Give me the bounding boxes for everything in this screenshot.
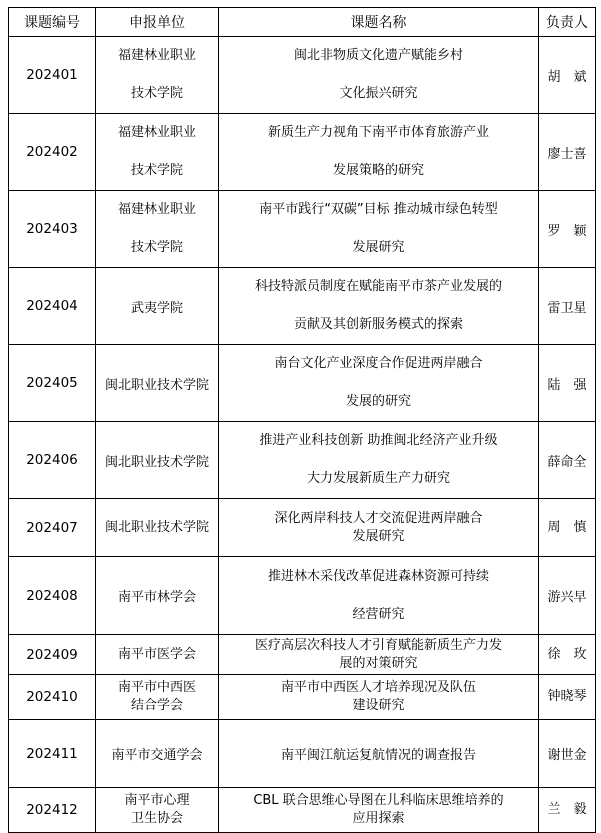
- table-row: [9, 268, 596, 345]
- leader-cell: [539, 345, 596, 422]
- project-code: 202405: [26, 375, 78, 391]
- unit-cell: [96, 422, 219, 499]
- unit-line: 结合学会: [130, 698, 183, 713]
- unit-cell: [96, 37, 219, 114]
- header-row: [9, 8, 596, 37]
- project-code-cell: [9, 557, 96, 635]
- unit-line: 武夷学院: [130, 300, 183, 316]
- header-code: 课题编号: [9, 8, 96, 37]
- project-code-cell: [9, 422, 96, 499]
- leader-cell: [539, 114, 596, 191]
- unit-cell: [96, 675, 219, 720]
- table-row: [9, 422, 596, 499]
- project-code: 202408: [26, 587, 78, 604]
- project-code: 202404: [26, 298, 78, 314]
- title-cell: [219, 422, 539, 499]
- unit-line: 闽北职业技术学院: [104, 377, 209, 393]
- unit-line: 福建林业职业: [117, 202, 196, 217]
- title-line: 闽北非物质文化遗产赋能乡村: [293, 48, 463, 63]
- leader-name: 廖士喜: [547, 146, 587, 162]
- title-line: 科技特派员制度在赋能南平市茶产业发展的: [254, 279, 502, 294]
- leader-name: 雷卫星: [547, 300, 587, 316]
- title-line: 建设研究: [352, 698, 405, 713]
- title-line: 南平市中西医人才培养现况及队伍: [280, 680, 476, 695]
- title-cell: [219, 675, 539, 720]
- title-cell: [219, 720, 539, 788]
- title-cell: [219, 345, 539, 422]
- unit-line: 闽北职业技术学院: [104, 519, 209, 535]
- project-code-cell: [9, 635, 96, 675]
- project-code-cell: [9, 499, 96, 557]
- title-cell: [219, 557, 539, 635]
- title-line: 应用探索: [352, 811, 405, 826]
- project-code: 202401: [26, 67, 78, 83]
- title-cell: [219, 37, 539, 114]
- title-line: 新质生产力视角下南平市体育旅游产业: [267, 125, 489, 140]
- title-line: 推进产业科技创新 助推闽北经济产业升级: [259, 433, 498, 448]
- unit-line: 技术学院: [130, 240, 183, 255]
- table-row: [9, 499, 596, 557]
- leader-name: 兰 毅: [547, 802, 587, 817]
- project-code: 202409: [26, 646, 78, 663]
- project-code-cell: [9, 720, 96, 788]
- leader-cell: [539, 191, 596, 268]
- leader-name: 胡 斌: [547, 69, 587, 85]
- leader-cell: [539, 557, 596, 635]
- title-line: 南平市践行“双碳”目标 推动城市绿色转型: [259, 202, 498, 217]
- project-code: 202411: [26, 745, 78, 762]
- title-cell: [219, 635, 539, 675]
- title-line: 发展的研究: [345, 394, 411, 409]
- title-cell: [219, 499, 539, 557]
- table-row: [9, 191, 596, 268]
- project-code: 202412: [26, 802, 78, 818]
- title-line: 医疗高层次科技人才引育赋能新质生产力发: [254, 637, 502, 653]
- title-line: CBL 联合思维心导图在儿科临床思维培养的: [253, 793, 504, 808]
- leader-name: 游兴早: [547, 590, 587, 605]
- leader-name: 徐 玫: [547, 646, 587, 662]
- title-cell: [219, 268, 539, 345]
- leader-name: 罗 颖: [547, 223, 587, 239]
- header-title: 课题名称: [219, 8, 539, 37]
- table-row: [9, 37, 596, 114]
- project-code-cell: [9, 268, 96, 345]
- title-line: 展的对策研究: [339, 655, 418, 671]
- project-code-cell: [9, 114, 96, 191]
- unit-line: 闽北职业技术学院: [104, 454, 209, 470]
- unit-line: 南平市心理: [124, 793, 190, 808]
- unit-cell: [96, 268, 219, 345]
- project-code: 202402: [26, 144, 78, 160]
- unit-cell: [96, 345, 219, 422]
- project-code: 202407: [26, 519, 78, 536]
- leader-name: 钟晓琴: [547, 689, 587, 704]
- project-code-cell: [9, 37, 96, 114]
- title-line: 发展研究: [352, 240, 405, 255]
- title-line: 发展研究: [352, 528, 405, 544]
- leader-cell: [539, 635, 596, 675]
- title-line: 文化振兴研究: [339, 86, 418, 101]
- title-cell: [219, 114, 539, 191]
- leader-name: 谢世金: [547, 748, 587, 763]
- unit-line: 南平市医学会: [117, 646, 196, 662]
- leader-cell: [539, 720, 596, 788]
- table-row: [9, 114, 596, 191]
- unit-cell: [96, 499, 219, 557]
- unit-line: 福建林业职业: [117, 48, 196, 63]
- title-line: 发展策略的研究: [332, 163, 424, 178]
- project-code-cell: [9, 345, 96, 422]
- project-code-cell: [9, 675, 96, 720]
- header-leader: 负责人: [539, 8, 596, 37]
- project-code: 202410: [26, 689, 78, 705]
- title-line: 推进林木采伐改革促进森林资源可持续: [267, 568, 489, 584]
- project-code: 202406: [26, 452, 78, 468]
- leader-cell: [539, 422, 596, 499]
- title-cell: [219, 191, 539, 268]
- unit-line: 福建林业职业: [117, 125, 196, 140]
- table-row: [9, 675, 596, 720]
- title-line: 南平闽江航运复航情况的调查报告: [280, 748, 476, 763]
- project-table: [8, 7, 596, 833]
- table-row: [9, 345, 596, 422]
- leader-cell: [539, 268, 596, 345]
- leader-cell: [539, 499, 596, 557]
- unit-cell: [96, 557, 219, 635]
- leader-name: 陆 强: [547, 377, 587, 393]
- title-line: 经营研究: [352, 606, 405, 622]
- table-body: [9, 37, 596, 833]
- title-line: 深化两岸科技人才交流促进两岸融合: [274, 510, 483, 526]
- unit-cell: [96, 114, 219, 191]
- title-line: 贡献及其创新服务模式的探索: [293, 317, 463, 332]
- leader-cell: [539, 37, 596, 114]
- table-row: [9, 720, 596, 788]
- unit-cell: [96, 191, 219, 268]
- unit-cell: [96, 635, 219, 675]
- unit-line: 技术学院: [130, 163, 183, 178]
- unit-line: 卫生协会: [130, 811, 183, 826]
- unit-line: 南平市交通学会: [111, 748, 203, 763]
- table-row: [9, 557, 596, 635]
- unit-line: 技术学院: [130, 86, 183, 101]
- unit-line: 南平市林学会: [117, 590, 196, 605]
- table-row: [9, 635, 596, 675]
- leader-name: 周 慎: [547, 519, 587, 535]
- unit-line: 南平市中西医: [117, 680, 196, 695]
- header-unit: 申报单位: [96, 8, 219, 37]
- leader-cell: [539, 675, 596, 720]
- unit-cell: [96, 720, 219, 788]
- project-code-cell: [9, 191, 96, 268]
- title-line: 大力发展新质生产力研究: [306, 471, 450, 486]
- title-line: 南台文化产业深度合作促进两岸融合: [274, 356, 483, 371]
- project-code: 202403: [26, 221, 78, 237]
- leader-name: 薛命全: [547, 454, 587, 470]
